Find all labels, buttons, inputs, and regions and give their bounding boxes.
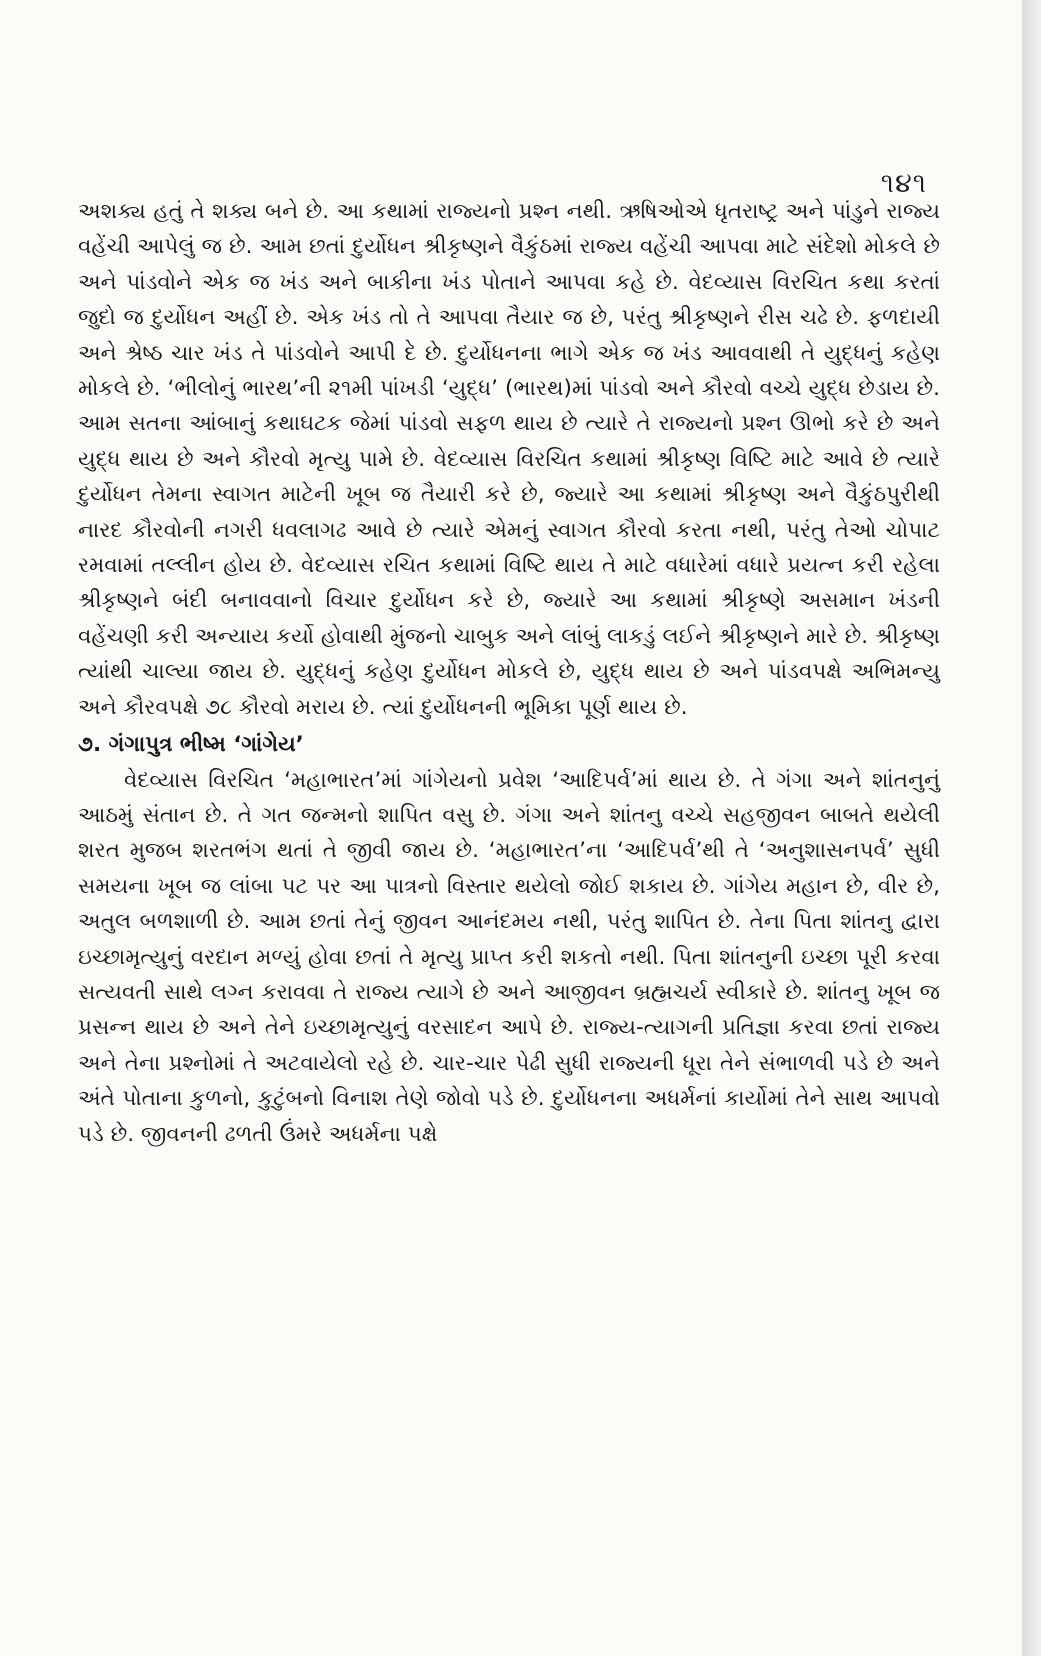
paragraph: વેદવ્યાસ વિરચિત ‘મહાભારત’માં ગાંગેયનો પ્રવેશ ‘આદિપર્વ’માં થાય છે. તે ગંગા અને શાંતનુનું આઠમું સંતાન છે. તે ગત જન્મનો શાપિત વસુ છે. ગંગા અને શાંતનુ વચ્ચે સહજીવન બાબતે થયેલી શરત મુજબ શરતભંગ થતાં તે જીવી જાય છે. ‘મહાભારત’ના ‘આદિપર્વ’થી તે ‘અનુશાસનપર્વ’ સુધી સમયના ખૂબ જ લાંબા પટ પર આ પાત્રનો વિસ્તાર થયેલો જોઈ શકાય છે. ગાંગેય મહાન છે, વીર છે, અતુલ બળશાળી છે. આમ છતાં તેનું જીવન આનંદમય નથી, પરંતુ શાપિત છે. તેના પિતા શાંતનુ દ્વારા ઇચ્છામૃત્યુનું વરદાન મળ્યું હોવા છતાં તે મૃત્યુ પ્રાપ્ત કરી શકતો નથી. પિતા શાંતનુની ઇચ્છા પૂરી કરવા સત્યવતી સાથે લગ્ન કરાવવા તે રાજ્ય ત્યાગે છે અને આજીવન બ્રહ્મચર્ય સ્વીકારે છે. શાંતનુ ખૂબ જ પ્રસન્ન થાય છે અને તેને ઇચ્છામૃત્યુનું વરસાદન આપે છે. રાજ્ય-ત્યાગની પ્રતિજ્ઞા કરવા છતાં રાજ્ય અને તેના પ્રશ્નોમાં તે અટવાયેલો રહે છે. ચાર-ચાર પેઢી સુધી રાજ્યની ધૂરા તેને સંભાળવી પડે છે અને અંતે પોતાના કુળનો, કુટુંબનો વિનાશ તેણે જોવો પડે છે. દુર્યોધનના અધર્મનાં કાર્યોમાં તેને સાથ આપવો પડે છે. જીવનની ઢળતી ઉંમરે અધર્મના પક્ષે — [78, 767, 940, 1147]
paragraph: અશક્ય હતું તે શક્ય બને છે. આ કથામાં રાજ્યનો પ્રશ્ન નથી. ઋષિઓએ ધૃતરાષ્ટ્ર અને પાંડુને રાજ્ય વહેંચી આપેલું જ છે. આમ છતાં દુર્યોધન શ્રીકૃષ્ણને વૈકુંઠમાં રાજ્ય વહેંચી આપવા માટે સંદેશો મોકલે છે અને પાંડવોને એક જ ખંડ અને બાકીના ખંડ પોતાને આપવા કહે છે. વેદવ્યાસ વિરચિત કથા કરતાં જુદો જ દુર્યોધન અહીં છે. એક ખંડ તો તે આપવા તૈયાર જ છે, પરંતુ શ્રીકૃષ્ણને રીસ ચઢે છે. ફળદાયી અને શ્રેષ્ઠ ચાર ખંડ તે પાંડવોને આપી દે છે. દુર્યોધનના ભાગે એક જ ખંડ આવવાથી તે યુદ્ધનું કહેણ મોકલે છે. ‘ભીલોનું ભારથ’ની ૨૧મી પાંખડી ‘યુદ્ધ’ (ભારથ)માં પાંડવો અને કૌરવો વચ્ચે યુદ્ધ છેડાય છે. આમ સતના આંબાનું કથાઘટક જેમાં પાંડવો સફળ થાય છે ત્યારે તે રાજ્યનો પ્રશ્ન ઊભો કરે છે અને યુદ્ધ થાય છે અને કૌરવો મૃત્યુ પામે છે. વેદવ્યાસ વિરચિત કથામાં શ્રીકૃષ્ણ વિષ્ટિ માટે આવે છે ત્યારે દુર્યોધન તેમના સ્વાગત માટેની ખૂબ જ તૈયારી કરે છે, જ્યારે આ કથામાં શ્રીકૃષ્ણ અને વૈકુંઠપુરીથી નારદ કૌરવોની નગરી ધવલાગઢ આવે છે ત્યારે એમનું સ્વાગત કૌરવો કરતા નથી, પરંતુ તેઓ ચોપાટ રમવામાં તલ્લીન હોય છે. વેદવ્યાસ રચિત કથામાં વિષ્ટિ થાય તે માટે વધારેમાં વધારે પ્રયત્ન કરી રહેલા શ્રીકૃષ્ણને બંદી બનાવવાનો વિચાર દુર્યોધન કરે છે, જ્યારે આ કથામાં શ્રીકૃષ્ણે અસમાન ખંડની વહેંચણી કરી અન્યાય કર્યો હોવાથી મુંજનો ચાબુક અને લાંબું લાકડું લઈને શ્રીકૃષ્ણને મારે છે. શ્રીકૃષ્ણ ત્યાંથી ચાલ્યા જાય છે. યુદ્ધનું કહેણ દુર્યોધન મોકલે છે, યુદ્ધ થાય છે અને પાંડવપક્ષે અભિમન્યુ અને કૌરવપક્ષે ૭૮ કૌરવો મરાય છે. ત્યાં દુર્યોધનની ભૂમિકા પૂર્ણ થાય છે. — [78, 199, 940, 720]
section-heading: ૭. ગંગાપુત્ર ભીષ્મ ‘ગાંગેય’ — [78, 732, 304, 758]
page-edge-shadow — [1022, 0, 1041, 1656]
page-body — [78, 194, 940, 1152]
page-number: ૧૪૧ — [880, 168, 927, 199]
